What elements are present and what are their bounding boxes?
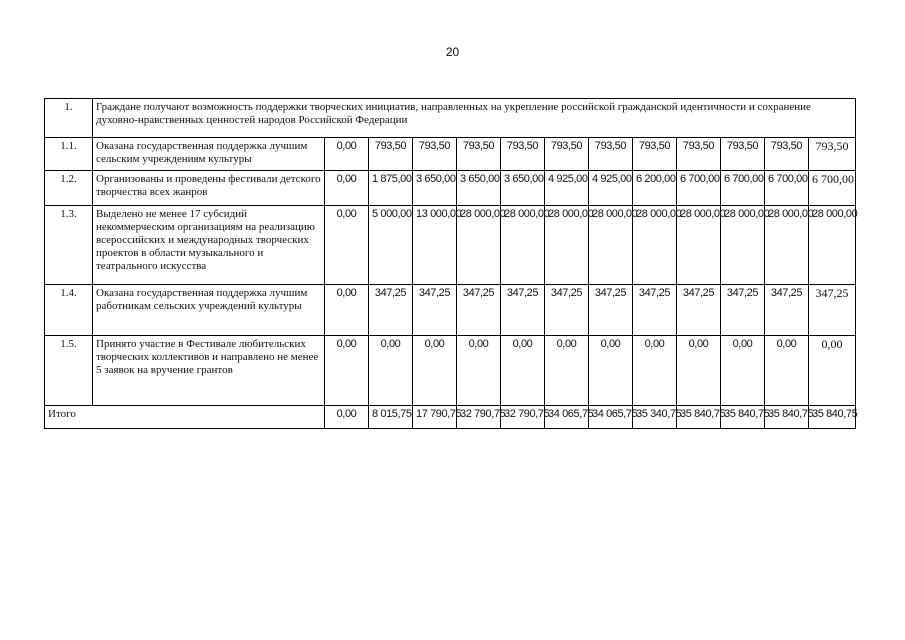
value-cell: 793,50 [501,138,545,171]
value-cell: 793,50 [721,138,765,171]
table-row [45,336,856,406]
value-cell: 1 875,00 [369,171,413,206]
value-cell: 793,50 [413,138,457,171]
value-cell: 13 000,00 [413,206,457,285]
value-cell: 6 700,00 [809,171,856,206]
budget-table [44,98,856,429]
value-cell: 3 650,00 [413,171,457,206]
value-cell: 793,50 [589,138,633,171]
value-cell: 347,25 [633,285,677,336]
value-cell: 4 925,00 [545,171,589,206]
value-cell: 793,50 [809,138,856,171]
value-cell: 28 000,00 [765,206,809,285]
value-cell: 5 000,00 [369,206,413,285]
total-value-cell: 35 840,75 [677,406,721,429]
value-cell: 28 000,00 [721,206,765,285]
value-cell: 28 000,00 [545,206,589,285]
total-value-cell: 35 340,75 [633,406,677,429]
row-code: 1.4. [45,285,93,336]
total-value-cell: 34 065,75 [589,406,633,429]
value-cell: 347,25 [809,285,856,336]
value-cell: 347,25 [457,285,501,336]
row-code: 1.2. [45,171,93,206]
value-cell: 28 000,00 [677,206,721,285]
value-cell: 6 700,00 [677,171,721,206]
total-value-cell: 35 840,75 [721,406,765,429]
table-row-header [45,99,856,138]
row-description: Организованы и проведены фестивали детского творчества всех жанров [93,171,325,206]
row-code: 1.3. [45,206,93,285]
value-cell: 0,00 [369,336,413,406]
value-cell: 6 200,00 [633,171,677,206]
total-value-cell: 17 790,75 [413,406,457,429]
table-row [45,285,856,336]
value-cell: 0,00 [721,336,765,406]
row-description: Выделено не менее 17 субсидий некоммерческим организациям на реализацию всероссийских и международных творческих проектов в области музыкального и театрального искусства [93,206,325,285]
value-cell: 347,25 [545,285,589,336]
row-description: Граждане получают возможность поддержки творческих инициатив, направленных на укрепление российской гражданской идентичности и сохранение духовно-нравственных ценностей народов Российской Федерации [93,99,856,138]
table-row [45,171,856,206]
value-cell: 0,00 [413,336,457,406]
value-cell: 0,00 [677,336,721,406]
table-row [45,138,856,171]
value-cell: 0,00 [325,138,369,171]
value-cell: 3 650,00 [501,171,545,206]
row-code: 1. [45,99,93,138]
total-value-cell: 8 015,75 [369,406,413,429]
value-cell: 347,25 [413,285,457,336]
value-cell: 347,25 [589,285,633,336]
value-cell: 6 700,00 [765,171,809,206]
value-cell: 0,00 [809,336,856,406]
value-cell: 28 000,00 [633,206,677,285]
total-label: Итого [45,406,325,429]
total-value-cell: 0,00 [325,406,369,429]
value-cell: 347,25 [677,285,721,336]
value-cell: 793,50 [369,138,413,171]
value-cell: 28 000,00 [457,206,501,285]
value-cell: 793,50 [633,138,677,171]
value-cell: 0,00 [325,171,369,206]
total-value-cell: 32 790,75 [457,406,501,429]
value-cell: 0,00 [325,285,369,336]
value-cell: 28 000,00 [589,206,633,285]
value-cell: 28 000,00 [501,206,545,285]
value-cell: 4 925,00 [589,171,633,206]
value-cell: 0,00 [589,336,633,406]
value-cell: 347,25 [501,285,545,336]
value-cell: 793,50 [457,138,501,171]
value-cell: 793,50 [765,138,809,171]
value-cell: 793,50 [545,138,589,171]
total-value-cell: 35 840,75 [809,406,856,429]
value-cell: 0,00 [457,336,501,406]
value-cell: 0,00 [633,336,677,406]
row-code: 1.1. [45,138,93,171]
row-description: Принято участие в Фестивале любительских творческих коллективов и направлено не менее 5 заявок на вручение грантов [93,336,325,406]
value-cell: 6 700,00 [721,171,765,206]
row-description: Оказана государственная поддержка лучшим сельским учреждениям культуры [93,138,325,171]
value-cell: 0,00 [545,336,589,406]
total-value-cell: 35 840,75 [765,406,809,429]
value-cell: 0,00 [501,336,545,406]
row-code: 1.5. [45,336,93,406]
value-cell: 793,50 [677,138,721,171]
value-cell: 28 000,00 [809,206,856,285]
total-value-cell: 32 790,75 [501,406,545,429]
table-row-total [45,406,856,429]
total-value-cell: 34 065,75 [545,406,589,429]
row-description: Оказана государственная поддержка лучшим работникам сельских учреждений культуры [93,285,325,336]
page-number: 20 [445,45,460,59]
value-cell: 3 650,00 [457,171,501,206]
value-cell: 347,25 [765,285,809,336]
value-cell: 0,00 [325,336,369,406]
value-cell: 347,25 [721,285,765,336]
value-cell: 0,00 [765,336,809,406]
table-row [45,206,856,285]
value-cell: 347,25 [369,285,413,336]
value-cell: 0,00 [325,206,369,285]
